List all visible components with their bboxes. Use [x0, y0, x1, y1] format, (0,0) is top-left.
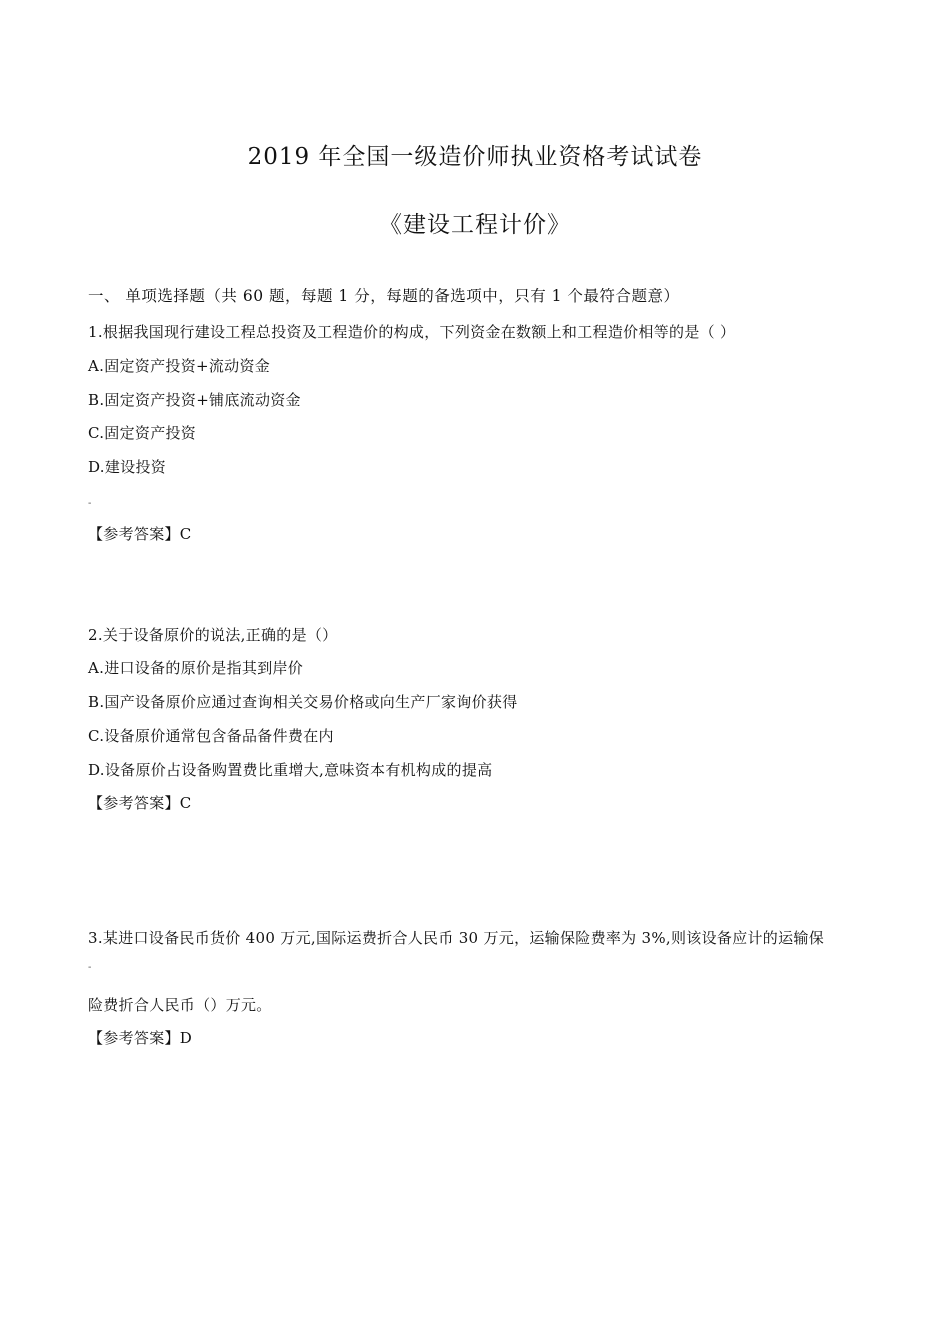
question-stem: 1.根据我国现行建设工程总投资及工程造价的构成，下列资金在数额上和工程造价相等的是（ ）	[88, 323, 736, 341]
option-b: B.国产设备原价应通过查询相关交易价格或向生产厂家询价获得	[88, 693, 518, 711]
option-c: C.固定资产投资	[88, 424, 197, 442]
option-c: C.设备原价通常包含备品备件费在内	[88, 727, 334, 745]
stray-mark: -	[88, 498, 92, 509]
option-b: B.固定资产投资+铺底流动资金	[88, 391, 301, 409]
document-subtitle: 《建设工程计价》	[379, 212, 571, 238]
question-stem: 2.关于设备原价的说法,正确的是（）	[88, 626, 338, 644]
question-stem-continued: 险费折合人民币（）万元。	[88, 996, 272, 1014]
section-heading: 一、 单项选择题（共 60 题，每题 1 分，每题的备选项中，只有 1 个最符合题意）	[88, 287, 680, 305]
option-d: D.建设投资	[88, 458, 167, 476]
option-d: D.设备原价占设备购置费比重增大,意味资本有机构成的提高	[88, 761, 493, 779]
question-stem: 3.某进口设备民币货价 400 万元,国际运费折合人民币 30 万元，运输保险费率为 3%,则该设备应计的运输保	[88, 929, 825, 947]
option-a: A.进口设备的原价是指其到岸价	[88, 659, 304, 677]
answer-key: 【参考答案】C	[88, 525, 192, 543]
answer-key: 【参考答案】C	[88, 794, 192, 812]
document-title: 2019 年全国一级造价师执业资格考试试卷	[247, 144, 703, 170]
stray-mark: -	[88, 962, 92, 973]
answer-key: 【参考答案】D	[88, 1029, 193, 1047]
option-a: A.固定资产投资+流动资金	[88, 357, 271, 375]
